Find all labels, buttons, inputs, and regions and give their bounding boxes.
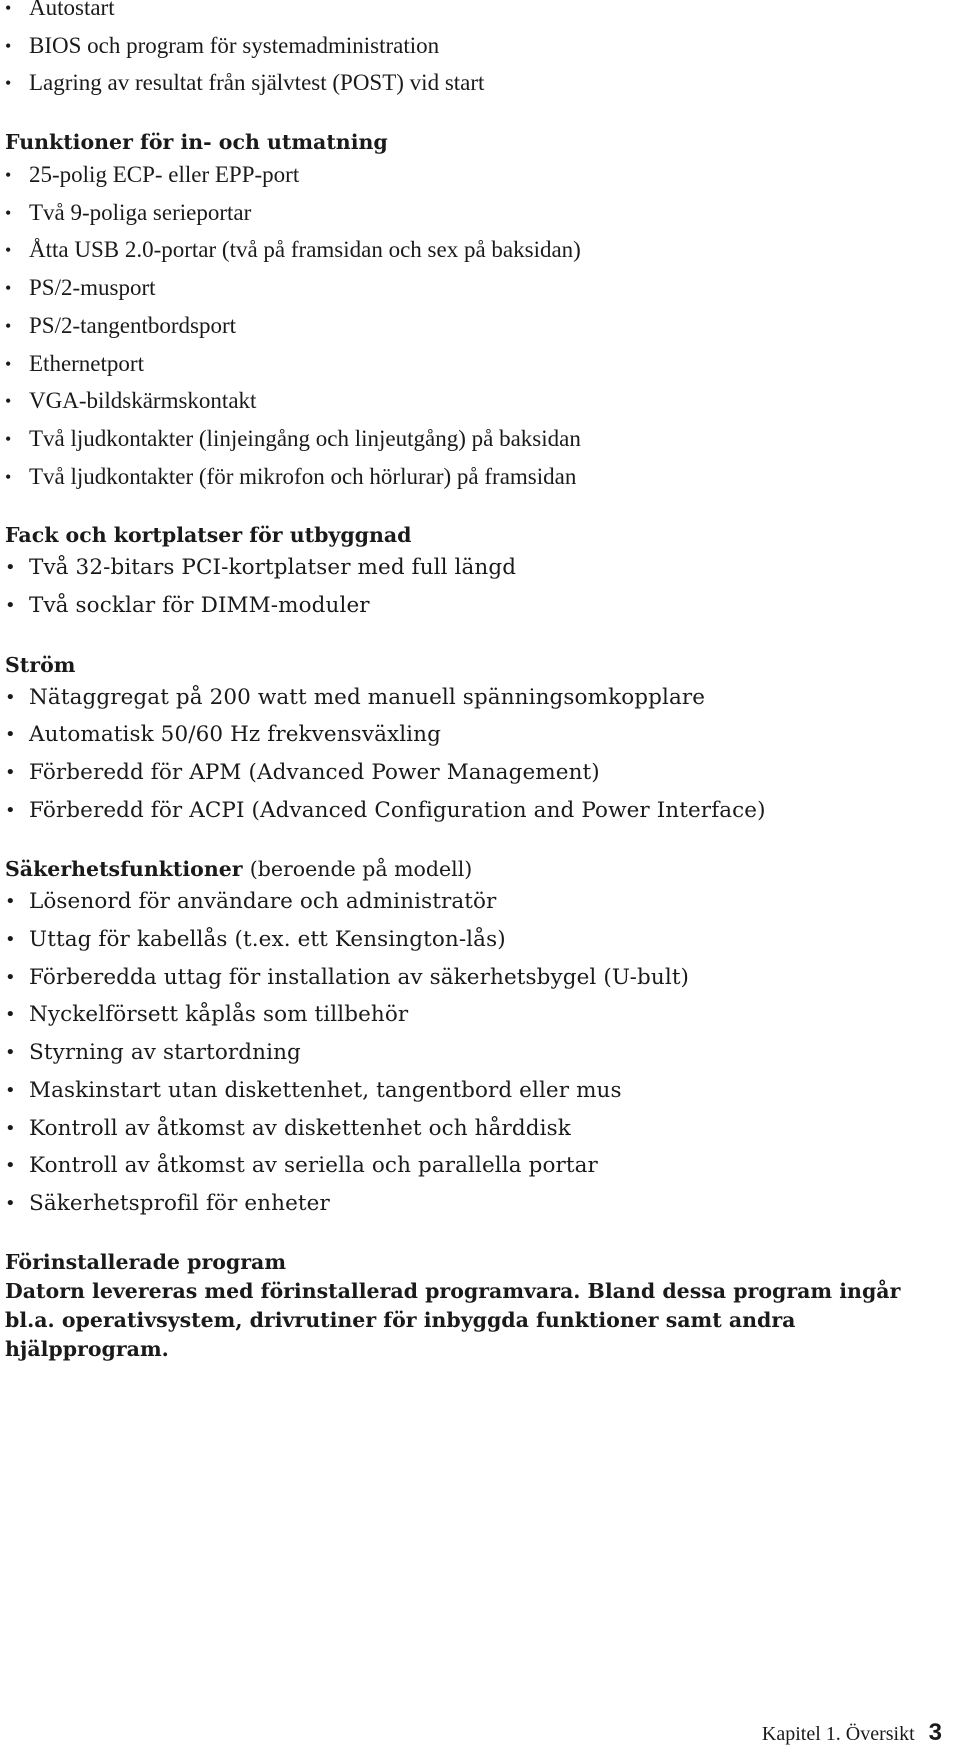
- list-item-text: PS/2-musport: [29, 275, 156, 301]
- bullet-icon: •: [5, 557, 16, 579]
- bullet-icon: •: [5, 73, 12, 94]
- bullet-icon: •: [5, 686, 16, 708]
- list-item-text: Förberedd för ACPI (Advanced Configuration and Power Interface): [29, 797, 766, 823]
- list-item: [5, 553, 945, 591]
- list-item: [5, 0, 945, 31]
- list-item: [5, 963, 945, 1001]
- power-section-heading: Ström: [5, 652, 76, 677]
- list-item-text: Säkerhetsprofil för enheter: [29, 1190, 330, 1216]
- security-features-list: [5, 887, 945, 1226]
- list-item-text: BIOS och program för systemadministration: [29, 32, 440, 58]
- list-item: [5, 424, 945, 462]
- bullet-icon: •: [5, 594, 16, 616]
- list-item: [5, 1151, 945, 1189]
- list-item: [5, 311, 945, 349]
- list-item: [5, 591, 945, 629]
- list-item: [5, 198, 945, 236]
- bullet-icon: •: [5, 278, 12, 299]
- list-item-text: VGA-bildskärmskontakt: [29, 388, 257, 414]
- list-item-text: Två socklar för DIMM-moduler: [29, 592, 370, 618]
- list-item-text: Kontroll av åtkomst av diskettenhet och hårddisk: [29, 1115, 571, 1141]
- footer-chapter-title: Kapitel 1. Översikt: [761, 1723, 915, 1745]
- list-item: [5, 887, 945, 925]
- bullet-icon: •: [5, 165, 12, 186]
- bullet-icon: •: [5, 891, 16, 913]
- preinstalled-description: Datorn levereras med förinstallerad programvara. Bland dessa program ingår bl.a. operativsystem, drivrutiner för inbyggda funktioner samt andra hjälpprogram.: [5, 1278, 901, 1361]
- list-item-text: Förberedd för APM (Advanced Power Management): [29, 760, 600, 785]
- bullet-icon: •: [5, 1192, 16, 1214]
- list-item-text: Åtta USB 2.0-portar (två på framsidan och sex på baksidan): [29, 237, 581, 263]
- bullet-icon: •: [5, 315, 12, 336]
- page-footer: [762, 1719, 942, 1747]
- bullet-icon: •: [5, 353, 12, 374]
- list-item: [5, 796, 945, 834]
- bullet-icon: •: [5, 35, 12, 56]
- list-item: [5, 235, 945, 273]
- list-item-text: PS/2-tangentbordsport: [29, 312, 236, 338]
- expansion-section-heading: Fack och kortplatser för utbyggnad: [5, 523, 412, 548]
- list-item: [5, 386, 945, 424]
- io-section-heading: Funktioner för in- och utmatning: [5, 130, 388, 155]
- bullet-icon: •: [5, 966, 16, 988]
- list-item-text: Två 9-poliga serieportar: [29, 199, 252, 225]
- list-item: [5, 1189, 945, 1227]
- security-heading-title: Säkerhetsfunktioner: [5, 857, 243, 882]
- list-item-text: Nätaggregat på 200 watt med manuell spänningsomkopplare: [29, 684, 706, 710]
- io-features-list: [5, 160, 945, 499]
- list-item-text: Förberedda uttag för installation av säkerhetsbygel (U-bult): [29, 964, 690, 990]
- bullet-icon: •: [5, 202, 12, 223]
- list-item-text: Två ljudkontakter (för mikrofon och hörlurar) på framsidan: [29, 463, 577, 489]
- bullet-icon: •: [5, 466, 12, 487]
- list-item-text: Lösenord för användare och administratör: [29, 889, 497, 915]
- list-item-text: Kontroll av åtkomst av seriella och parallella portar: [29, 1153, 598, 1179]
- bullet-icon: •: [5, 1117, 16, 1139]
- bullet-icon: •: [5, 391, 12, 412]
- list-item-text: Två 32-bitars PCI-kortplatser med full längd: [29, 555, 517, 581]
- expansion-features-list: [5, 553, 945, 628]
- bullet-icon: •: [5, 929, 16, 951]
- list-item: [5, 273, 945, 311]
- list-item: [5, 925, 945, 963]
- power-features-list: [5, 683, 945, 834]
- bullet-icon: •: [5, 240, 12, 261]
- list-item-text: Automatisk 50/60 Hz frekvensväxling: [29, 722, 441, 748]
- list-item-text: 25-polig ECP- eller EPP-port: [29, 162, 300, 188]
- list-item-text: Lagring av resultat från självtest (POST) vid start: [29, 70, 485, 96]
- bullet-icon: •: [5, 1042, 16, 1064]
- bullet-icon: •: [5, 1004, 16, 1026]
- list-item: [5, 720, 945, 758]
- security-section-heading: [5, 854, 945, 884]
- list-item-text: Två ljudkontakter (linjeingång och linjeutgång) på baksidan: [29, 425, 581, 451]
- bullet-icon: •: [5, 0, 12, 18]
- list-item-text: Autostart: [29, 0, 115, 20]
- startup-features-list: [5, 0, 945, 106]
- bullet-icon: •: [5, 762, 16, 783]
- list-item: [5, 68, 945, 106]
- list-item: [5, 1000, 945, 1038]
- list-item: [5, 462, 945, 500]
- page-number: 3: [928, 1719, 942, 1746]
- list-item: [5, 349, 945, 387]
- bullet-icon: •: [5, 1155, 16, 1177]
- list-item: [5, 683, 945, 721]
- list-item: [5, 1076, 945, 1114]
- list-item-text: Maskinstart utan diskettenhet, tangentbord eller mus: [29, 1077, 622, 1103]
- preinstalled-section-heading: Förinstallerade program: [5, 1249, 287, 1274]
- list-item: [5, 758, 945, 796]
- bullet-icon: •: [5, 1079, 16, 1101]
- list-item: [5, 1038, 945, 1076]
- bullet-icon: •: [5, 428, 12, 449]
- list-item-text: Uttag för kabellås (t.ex. ett Kensington-lås): [29, 927, 506, 953]
- list-item: [5, 1114, 945, 1152]
- security-heading-note: (beroende på modell): [249, 857, 473, 882]
- bullet-icon: •: [5, 724, 16, 746]
- bullet-icon: •: [5, 799, 16, 821]
- document-page: [5, 0, 945, 1364]
- list-item-text: Styrning av startordning: [29, 1040, 301, 1066]
- list-item-text: Ethernetport: [29, 350, 144, 376]
- list-item: [5, 160, 945, 198]
- list-item-text: Nyckelförsett kåplås som tillbehör: [29, 1002, 409, 1028]
- list-item: [5, 31, 945, 69]
